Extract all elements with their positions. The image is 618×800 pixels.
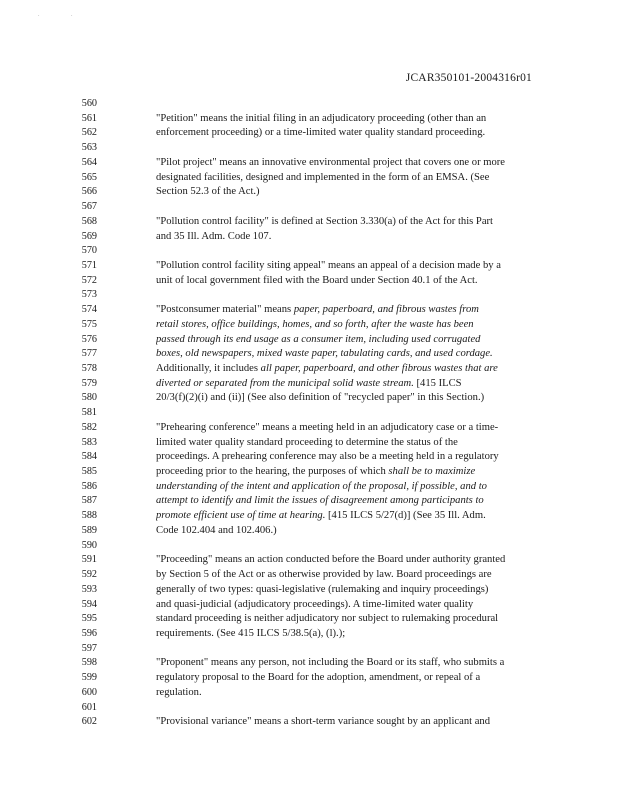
line-number: 564: [81, 156, 97, 168]
line-number: 575: [81, 318, 97, 330]
text-segment: standard proceeding is neither adjudicatory nor subject to rulemaking procedural: [156, 613, 499, 625]
speck: .: [38, 12, 40, 18]
italic-text: retail stores, office buildings, homes, and so forth, after the waste has been: [156, 318, 474, 330]
line-number: 584: [81, 451, 97, 463]
line-text: [156, 274, 558, 288]
text-segment: proceeding prior to the hearing, the purposes of which: [156, 466, 389, 477]
line-number: 563: [81, 142, 97, 154]
line-number: 565: [81, 171, 97, 183]
italic-text: passed through its end usage as a consumer item, including used corrugated: [156, 333, 481, 345]
line-text: [156, 347, 558, 361]
line-text: [156, 524, 558, 538]
line-text: [156, 303, 558, 317]
line-text: [156, 318, 558, 332]
text-segment: Section 52.3 of the Act.): [156, 186, 260, 198]
document-line: [0, 333, 618, 347]
document-line: [0, 686, 618, 700]
document-line: [0, 185, 618, 199]
line-number: 581: [81, 407, 97, 419]
document-line: [0, 583, 618, 597]
line-number: 601: [81, 701, 97, 713]
text-segment: regulatory proposal to the Board for the adoption, amendment, or repeal of a: [156, 672, 481, 684]
text-segment: "Postconsumer material" means: [156, 304, 294, 316]
line-text: [156, 259, 558, 273]
line-text: [156, 583, 558, 597]
line-number: 596: [81, 627, 97, 639]
document-line: [0, 391, 618, 405]
document-line: [0, 553, 618, 567]
italic-text: paper, paperboard, and fibrous wastes from: [293, 304, 479, 316]
text-segment: limited water quality standard proceeding to determine the status of the: [156, 436, 458, 448]
document-line: [0, 377, 618, 391]
line-text: [156, 171, 558, 185]
document-line: [0, 539, 618, 553]
line-text: [156, 598, 558, 612]
italic-text: diverted or separated from the municipal solid waste stream.: [156, 377, 414, 389]
line-number: 570: [81, 245, 97, 257]
text-segment: "Pilot project" means an innovative environmental project that covers one or more: [156, 156, 506, 168]
text-segment: 20/3(f)(2)(i) and (ii)] (See also definition of "recycled paper" in this Section.): [156, 392, 485, 404]
italic-text: promote efficient use of time at hearing.: [156, 510, 326, 522]
italic-text: attempt to identify and limit the issues of disagreement among participants to: [156, 495, 484, 507]
line-number: 599: [81, 672, 97, 684]
line-text: [156, 436, 558, 450]
line-number: 568: [81, 215, 97, 227]
text-segment: designated facilities, designed and implemented in the form of an EMSA. (See: [156, 171, 490, 183]
text-segment: "Prehearing conference" means a meeting held in an adjudicatory case or a time-: [156, 421, 499, 433]
document-line: [0, 480, 618, 494]
document-line: [0, 627, 618, 641]
line-text: [156, 377, 558, 391]
line-text: [156, 230, 558, 244]
document-line: [0, 274, 618, 288]
line-text: [156, 656, 558, 670]
document-line: [0, 259, 618, 273]
line-text: [156, 671, 558, 685]
document-line: [0, 318, 618, 332]
line-number: 580: [81, 392, 97, 404]
text-segment: Code 102.404 and 102.406.): [156, 524, 277, 536]
line-number: 573: [81, 289, 97, 301]
document-line: [0, 126, 618, 140]
speck: .: [71, 12, 73, 18]
document-line: [0, 406, 618, 420]
line-number: 571: [81, 259, 97, 271]
document-line: [0, 230, 618, 244]
line-number: 583: [81, 436, 97, 448]
text-segment: "Pollution control facility" is defined at Section 3.330(a) of the Act for this Part: [156, 215, 493, 227]
line-text: [156, 391, 558, 405]
line-text: [156, 421, 558, 435]
line-text: [156, 215, 558, 229]
line-number: 560: [81, 98, 97, 109]
line-number: 595: [81, 613, 97, 625]
line-text: [156, 185, 558, 199]
line-number: 597: [81, 642, 97, 654]
text-segment: requirements. (See 415 ILCS 5/38.5(a), (l).);: [156, 627, 346, 639]
text-segment: "Petition" means the initial filing in an adjudicatory proceeding (other than an: [156, 112, 487, 124]
text-segment: and 35 Ill. Adm. Code 107.: [156, 230, 272, 242]
document-line: [0, 656, 618, 670]
line-number: 569: [81, 230, 97, 242]
document-id: JCAR350101-2004316r01: [405, 72, 532, 84]
line-text: [156, 450, 558, 464]
line-number: 578: [81, 363, 97, 374]
document-line: [0, 494, 618, 508]
document-line: [0, 465, 618, 479]
line-number: 600: [81, 686, 97, 698]
line-number: 562: [81, 127, 97, 139]
document-line: [0, 200, 618, 214]
line-text: [156, 509, 558, 523]
line-text: [156, 627, 558, 641]
text-segment: by Section 5 of the Act or as otherwise provided by law. Board proceedings are: [156, 569, 492, 580]
line-text: [156, 686, 558, 700]
line-number: 572: [81, 274, 97, 286]
line-text: [156, 333, 558, 347]
line-text: [156, 494, 558, 508]
text-segment: [415 ILCS 5/27(d)] (See 35 Ill. Adm.: [325, 510, 486, 522]
document-line: [0, 642, 618, 656]
document-line: [0, 436, 618, 450]
document-line: [0, 288, 618, 302]
document-line: [0, 362, 618, 376]
line-number: 577: [81, 348, 97, 360]
line-number: 594: [81, 598, 97, 610]
line-number: 587: [81, 495, 97, 507]
line-number: 576: [81, 333, 97, 345]
line-number: 567: [81, 201, 97, 212]
document-line: [0, 450, 618, 464]
line-number: 593: [81, 583, 97, 595]
document-line: [0, 701, 618, 715]
text-segment: proceedings. A prehearing conference may also be a meeting held in a regulatory: [156, 451, 499, 463]
line-number: 602: [81, 716, 97, 728]
line-number: 574: [81, 304, 97, 316]
document-line: [0, 215, 618, 229]
italic-text: shall be to maximize: [388, 466, 476, 477]
line-number: 579: [81, 377, 97, 389]
text-segment: "Provisional variance" means a short-term variance sought by an applicant and: [156, 716, 491, 728]
text-segment: regulation.: [156, 686, 202, 698]
line-number: 589: [81, 524, 97, 536]
document-line: [0, 509, 618, 523]
line-text: [156, 126, 558, 140]
line-number: 585: [81, 466, 97, 477]
document-line: [0, 244, 618, 258]
line-text: [156, 480, 558, 494]
document-line: [0, 524, 618, 538]
text-segment: "Pollution control facility siting appeal" means an appeal of a decision made by a: [156, 259, 501, 271]
document-line: [0, 421, 618, 435]
document-line: [0, 97, 618, 111]
text-segment: Additionally, it includes: [156, 363, 261, 374]
line-text: [156, 362, 558, 376]
text-segment: [415 ILCS: [413, 377, 462, 389]
line-text: [156, 112, 558, 126]
text-segment: enforcement proceeding) or a time-limited water quality standard proceeding.: [156, 127, 486, 139]
text-segment: "Proponent" means any person, not including the Board or its staff, who submits a: [156, 657, 505, 669]
text-segment: unit of local government filed with the Board under Section 40.1 of the Act.: [156, 274, 478, 286]
document-line: [0, 347, 618, 361]
line-number: 592: [81, 569, 97, 580]
line-text: [156, 715, 558, 729]
line-number: 598: [81, 657, 97, 669]
line-text: [156, 568, 558, 582]
line-text: [156, 156, 558, 170]
line-text: [156, 553, 558, 567]
line-number: 588: [81, 510, 97, 522]
document-line: [0, 612, 618, 626]
document-line: [0, 671, 618, 685]
document-line: [0, 598, 618, 612]
line-number: 582: [81, 421, 97, 433]
line-text: [156, 612, 558, 626]
document-line: [0, 303, 618, 317]
line-number: 586: [81, 480, 97, 492]
line-text: [156, 465, 558, 479]
text-segment: "Proceeding" means an action conducted before the Board under authority granted: [156, 554, 506, 566]
document-line: [0, 156, 618, 170]
line-number: 591: [81, 554, 97, 566]
line-number: 561: [81, 112, 97, 124]
italic-text: understanding of the intent and application of the proposal, if possible, and to: [156, 480, 487, 492]
italic-text: boxes, old newspapers, mixed waste paper, tabulating cards, and used cordage.: [156, 348, 493, 360]
document-line: [0, 141, 618, 155]
scan-specks: [38, 12, 103, 18]
line-number: 566: [81, 186, 97, 198]
text-segment: and quasi-judicial (adjudicatory proceedings). A time-limited water quality: [156, 598, 474, 610]
document-line: [0, 715, 618, 729]
line-number: 590: [81, 539, 97, 551]
document-line: [0, 171, 618, 185]
text-segment: generally of two types: quasi-legislative (rulemaking and inquiry proceedings): [156, 583, 489, 595]
italic-text: all paper, paperboard, and other fibrous wastes that are: [260, 363, 498, 374]
document-line: [0, 112, 618, 126]
document-line: [0, 568, 618, 582]
